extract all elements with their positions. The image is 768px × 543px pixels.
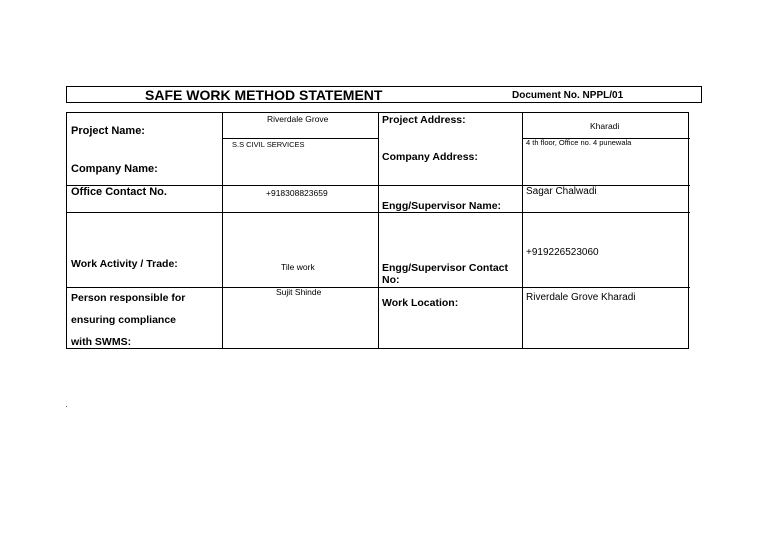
column-divider	[378, 113, 379, 348]
engg-supervisor-contact-label-line1: Engg/Supervisor Contact	[382, 262, 509, 274]
document-header	[66, 86, 702, 103]
row-divider	[67, 212, 690, 213]
row-divider	[67, 287, 690, 288]
person-responsible-label-line1: Person responsible for	[71, 292, 186, 304]
work-activity-value: Tile work	[281, 262, 315, 272]
project-name-value: Riverdale Grove	[267, 114, 329, 124]
engg-supervisor-name-label: Engg/Supervisor Name:	[382, 200, 502, 212]
column-divider	[522, 113, 523, 348]
work-location-value: Riverdale Grove Kharadi	[526, 292, 636, 303]
work-activity-label: Work Activity / Trade:	[71, 258, 178, 270]
company-address-value: 4 th floor, Office no. 4 punewala	[526, 138, 632, 147]
project-name-label: Project Name:	[71, 125, 145, 137]
project-address-label: Project Address:	[382, 114, 466, 126]
project-address-value: Kharadi	[590, 121, 620, 131]
office-contact-label: Office Contact No.	[71, 186, 167, 198]
company-name-value: S.S CIVIL SERVICES	[232, 140, 305, 149]
document-number: Document No. NPPL/01	[512, 90, 624, 101]
work-location-label: Work Location:	[382, 297, 459, 309]
stray-mark	[66, 406, 67, 407]
engg-supervisor-contact-value: +919226523060	[526, 247, 599, 258]
engg-supervisor-contact-label-line2: No:	[382, 274, 400, 286]
company-name-label: Company Name:	[71, 163, 158, 175]
person-responsible-label-line3: with SWMS:	[71, 336, 132, 348]
row-divider	[222, 138, 378, 139]
engg-supervisor-name-value: Sagar Chalwadi	[526, 186, 597, 197]
person-responsible-label-line2: ensuring compliance	[71, 314, 177, 326]
company-address-label: Company Address:	[382, 151, 478, 163]
person-responsible-value: Sujit Shinde	[276, 287, 322, 297]
document-title: SAFE WORK METHOD STATEMENT	[145, 87, 383, 103]
column-divider	[222, 113, 223, 348]
swms-details-table	[66, 112, 689, 349]
office-contact-value: +918308823659	[266, 188, 328, 198]
